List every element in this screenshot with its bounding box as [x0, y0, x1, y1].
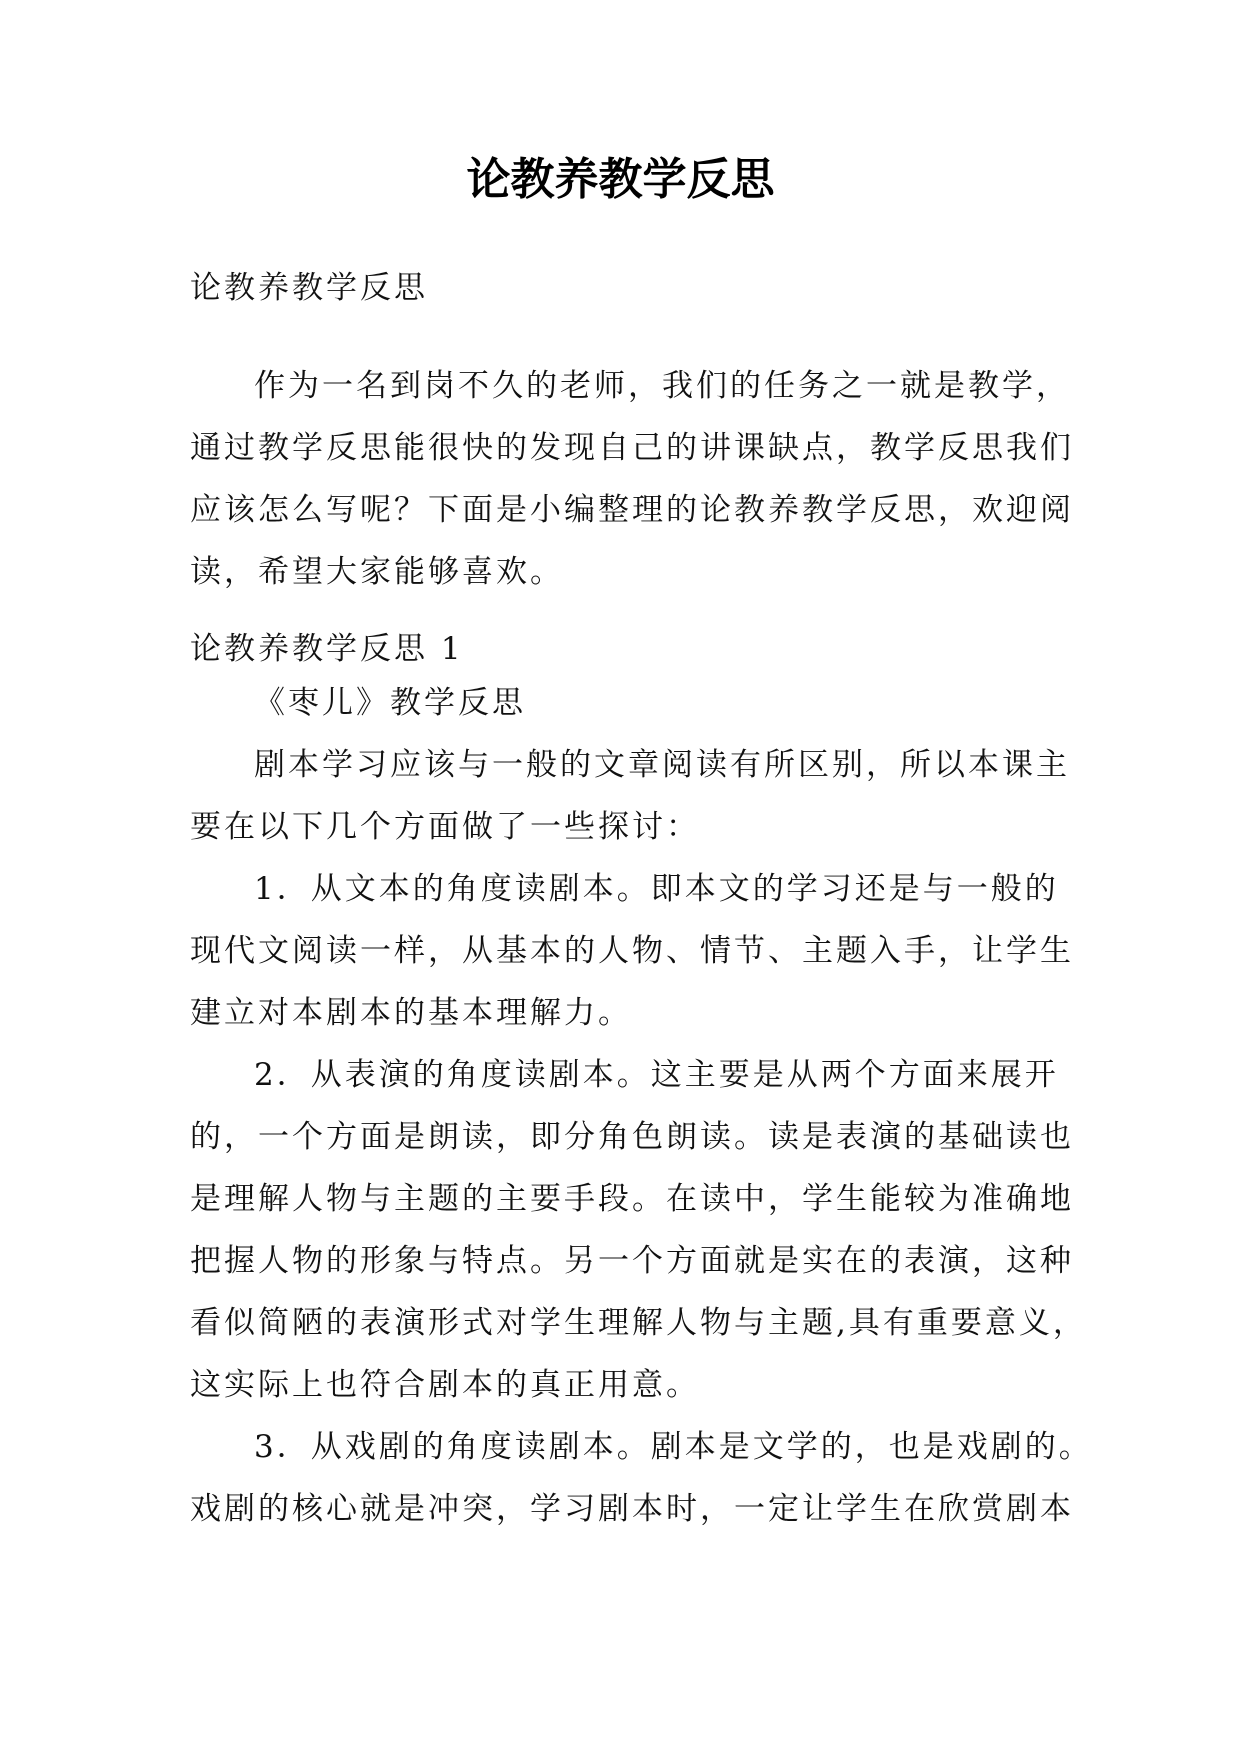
intro-paragraph	[190, 355, 1074, 603]
intro-line: 应该怎么写呢？下面是小编整理的论教养教学反思，欢迎阅	[190, 492, 1074, 528]
point-2-line: 是理解人物与主题的主要手段。在读中，学生能较为准确地	[190, 1181, 1074, 1217]
section-body	[190, 672, 1093, 1540]
point-1-line: 1．从文本的角度读剧本。即本文的学习还是与一般的	[254, 871, 1059, 907]
section-heading: 论教养教学反思 1	[190, 631, 464, 667]
paragraph-line: 剧本学习应该与一般的文章阅读有所区别，所以本课主	[254, 747, 1070, 783]
intro-line: 通过教学反思能很快的发现自己的讲课缺点，教学反思我们	[190, 430, 1074, 466]
point-2-line: 的，一个方面是朗读，即分角色朗读。读是表演的基础读也	[190, 1119, 1074, 1155]
section-subtitle: 《枣儿》教学反思	[254, 685, 526, 721]
point-2-line: 把握人物的形象与特点。另一个方面就是实在的表演，这种	[190, 1243, 1074, 1279]
document-subtitle: 论教养教学反思	[190, 270, 428, 306]
paragraph-line: 要在以下几个方面做了一些探讨：	[190, 809, 700, 845]
intro-line: 读，希望大家能够喜欢。	[190, 554, 564, 590]
point-1-line: 现代文阅读一样，从基本的人物、情节、主题入手，让学生	[190, 933, 1074, 969]
point-3-line: 戏剧的核心就是冲突，学习剧本时，一定让学生在欣赏剧本	[190, 1491, 1074, 1527]
point-2-line: 2．从表演的角度读剧本。这主要是从两个方面来展开	[254, 1057, 1059, 1093]
point-1-line: 建立对本剧本的基本理解力。	[190, 995, 632, 1031]
point-2-line: 看似简陋的表演形式对学生理解人物与主题,具有重要意义，	[190, 1305, 1087, 1341]
point-3-line: 3．从戏剧的角度读剧本。剧本是文学的，也是戏剧的。	[254, 1429, 1093, 1465]
intro-line: 作为一名到岗不久的老师，我们的任务之一就是教学，	[254, 368, 1070, 404]
point-2-line: 这实际上也符合剧本的真正用意。	[190, 1367, 700, 1403]
document-title: 论教养教学反思	[466, 154, 775, 205]
